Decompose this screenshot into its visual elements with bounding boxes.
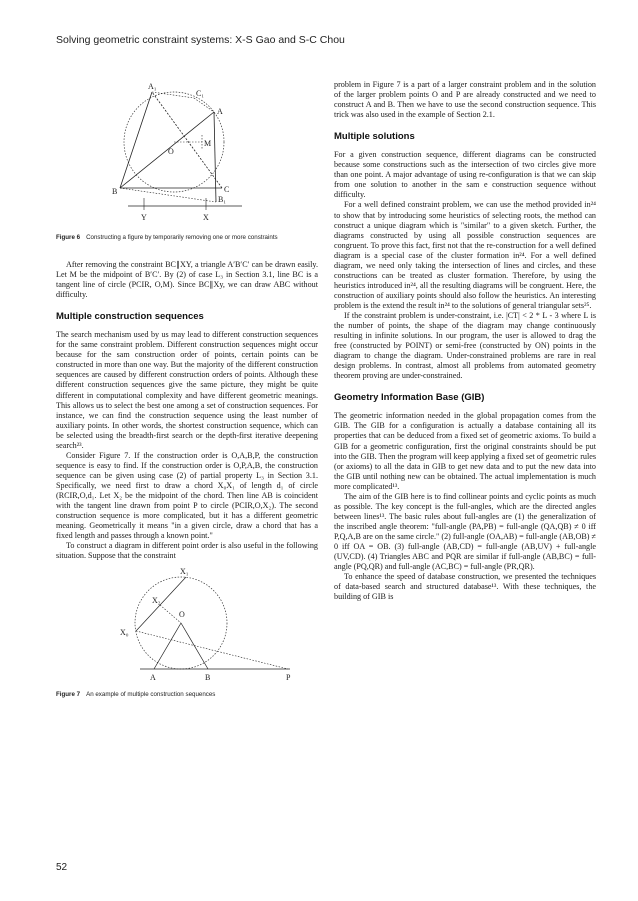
running-header: Solving geometric constraint systems: X-S Gao and S-C Chou [56,34,345,46]
fig7-label-x1: X₁ [180,567,189,577]
fig7-label-b: B [205,673,211,683]
right-paragraph-3: For a well defined constraint problem, we can use the method provided in²⁴ to show that by introducing some heuristics of selecting roots, the method can construct a unique diagram which is "similar" to a given sketch. Further, the diagrams constructed by using all possible construction sequences are congruent. To prove this fact, first not that the re-construction for a well defined diagram is a special case of the cluster formation in²⁴. For a well defined diagram, we need only taking the intersection of lines and circles, and these constructions can be treated as cluster formation. Therefore, by using the heuristics introduced in²⁴, all the resulting diagrams will be congruent. Here, the construction of auxiliary points should also follow the heuristics. An interesting problem is the extend the result in²⁴ to the solutions of general triangular sets²⁵. [334,200,596,310]
fig6-line-b-a [120,112,214,188]
fig6-label-x: X [203,213,209,222]
right-paragraph-7: To enhance the speed of database construction, we presented the techniques of data-based search and structured database¹³. With these techniques, the building of GIB is [334,572,596,602]
right-paragraph-1: problem in Figure 7 is a part of a larger constraint problem and in the solution of the larger problem points O and P are already constructed and we need to construct A and B. Then we have to use the second construction sequence. This trick was also used in the example of Section 2.1. [334,80,596,120]
left-paragraph-1: After removing the constraint BC∥XY, a triangle A′B′C′ can be drawn easily. Let M be the midpoint of B′C′. By (2) of case L₃ in Section 3.1, line BC is a tangent line of circle (PCIR, O,M). Since BC∥Xy, we can draw ABC without difficulty. [56,260,318,300]
fig6-label-m: M [204,139,212,148]
section-heading-multiple-solutions: Multiple solutions [334,131,415,143]
figure-6-diagram [56,80,318,230]
figure-7 [56,565,318,699]
figure-6-caption [56,234,318,242]
fig6-line-a1-c1 [152,92,194,98]
fig6-label-c1: C₁ [196,89,205,98]
fig6-label-y: Y [141,213,147,222]
figure-7-caption [56,691,318,699]
fig6-label-b1: B₁ [218,195,227,204]
figure-7-caption-text: An example of multiple construction sequences [86,691,216,699]
fig6-label-o: O [168,147,174,156]
fig7-line-x0-p [136,631,288,669]
right-paragraph-4: If the constraint problem is under-constraint, i.e. |CT| < 2 * L - 3 where L is the number of points, the shape of the diagram may change continuously resulting in infinite solutions. In our program, the user is allowed to drag the free (constructed by POINT) or semi-free (constructed by ON) points in the diagram to change the diagram. Under-constrained problems are rare in real design problems. In contrast, almost all problems from automated geometry theorem proving are under-constrained. [334,310,596,381]
section-heading-multiple-construction: Multiple construction sequences [56,311,204,323]
fig7-line-o-b [181,623,208,669]
fig7-label-o: O [179,610,185,620]
left-column [56,80,318,699]
figure-6 [56,80,318,242]
fig6-label-c: C [224,185,230,194]
fig7-label-x0: X₀ [120,628,129,638]
right-paragraph-5: The geometric information needed in the global propagation comes from the GIB. The GIB for a configuration is actually a database containing all its properties that can be deduced from a fixed set of geometric axioms. To build a GIB for a geometric configuration, first the original constraints should be put into the GIB. Then the program will keep applying a fixed set of geometric rules (or axioms) to all the data in GIB to get new data and to put the new data into the GIB until nothing new can be obtained. The actual implementation is much more complicated¹³. [334,411,596,491]
fig6-line-b-b1 [120,188,216,202]
left-paragraph-4: To construct a diagram in different point order is also useful in the following situation. Suppose that the constraint [56,541,318,561]
left-paragraph-3: Consider Figure 7. If the construction order is O,A,B,P, the construction sequence is easy to find. If the construction order is O,P,A,B, the construction sequence can be given using case (2) of partial property L₃ in Section 3.1. Specifically, we need first to draw a chord X₀X₁ of length d₁ of circle (RCIR,O,d₁. Let X₂ be the midpoint of the chord. Then line AB is coincident with the tangent line drawn from point P to circle (PCIR,O,X₂). The second construction sequence is more complicated, but it has a different geometric meaning. Geometrically it means "in a given circle, draw a chord that has a fixed length and passes through a known point." [56,450,318,541]
fig6-line-a-b1 [214,112,216,202]
fig7-label-a: A [150,673,156,683]
section-heading-gib: Geometry Information Base (GIB) [334,392,485,404]
fig6-label-a: A [217,107,223,116]
fig6-label-b: B [112,187,118,196]
figure-7-diagram [56,565,318,687]
fig6-label-a1: A₁ [148,82,157,91]
figure-7-label: Figure 7 [56,691,81,699]
fig6-line-c-a1 [152,92,222,188]
fig7-label-x2: X₂ [152,596,161,606]
right-paragraph-2: For a given construction sequence, different diagrams can be constructed because some constructions such as the intersection of two circles give more than one point. A major advantage of using re-configuration is that we can skip from one solution to another in the sam e construction sequence without difficulty. [334,150,596,200]
fig6-line-a1-b [120,92,152,188]
fig7-chord-x0-x1 [136,577,186,631]
figure-6-caption-text: Constructing a figure by temporarily removing one or more constraints [86,234,278,241]
figure-6-label: Figure 6 [56,234,81,241]
fig7-line-o-a [154,623,181,669]
fig7-line-x2-o [160,605,181,623]
right-column [334,80,596,602]
fig7-label-p: P [286,673,291,683]
left-paragraph-2: The search mechanism used by us may lead to different construction sequences for the same constraint problem. Different construction sequences might occur because for the sam construction order of points, certain points can be constructed in more than one way. But the majority of the different construction sequences are caused by different construction orders of points. Although these different construction sequences give the same picture, they might be quite different in computational complexity and have different geometric meanings. This allows us to select the best one among a set of construction sequences. For instance, we can find the construction sequence using the least number of auxiliary points. In other words, the shortest construction sequence, which can be selected using the breadth-first search or the depth-first iterative deepening search²³. [56,330,318,450]
right-paragraph-6: The aim of the GIB here is to find collinear points and cyclic points as much as possible. The key concept is the full-angles, which are the directed angles between lines¹³. The basic rules about full-angles are (1) the generalization of the inscribed angle theorem: "full-angle (PA,PB) = full-angle (QA,QB) ≠ 0 iff P,Q,A,B are on the same circle." (2) full-angle (OA,AB) = full-angle (AB,OB) ≠ 0 iff OA = OB. (3) full-angle (AB,CD) = full-angle (AB,UV) + full-angle (UV,CD). (4) Triangles ABC and PQR are similar if full-angle (AB,BC) = full-angle (PQ,QR) and full-angle (AC,BC) = full-angle (PR,QR). [334,491,596,572]
page-number: 52 [56,862,68,873]
fig6-line-c1-a [194,98,214,112]
